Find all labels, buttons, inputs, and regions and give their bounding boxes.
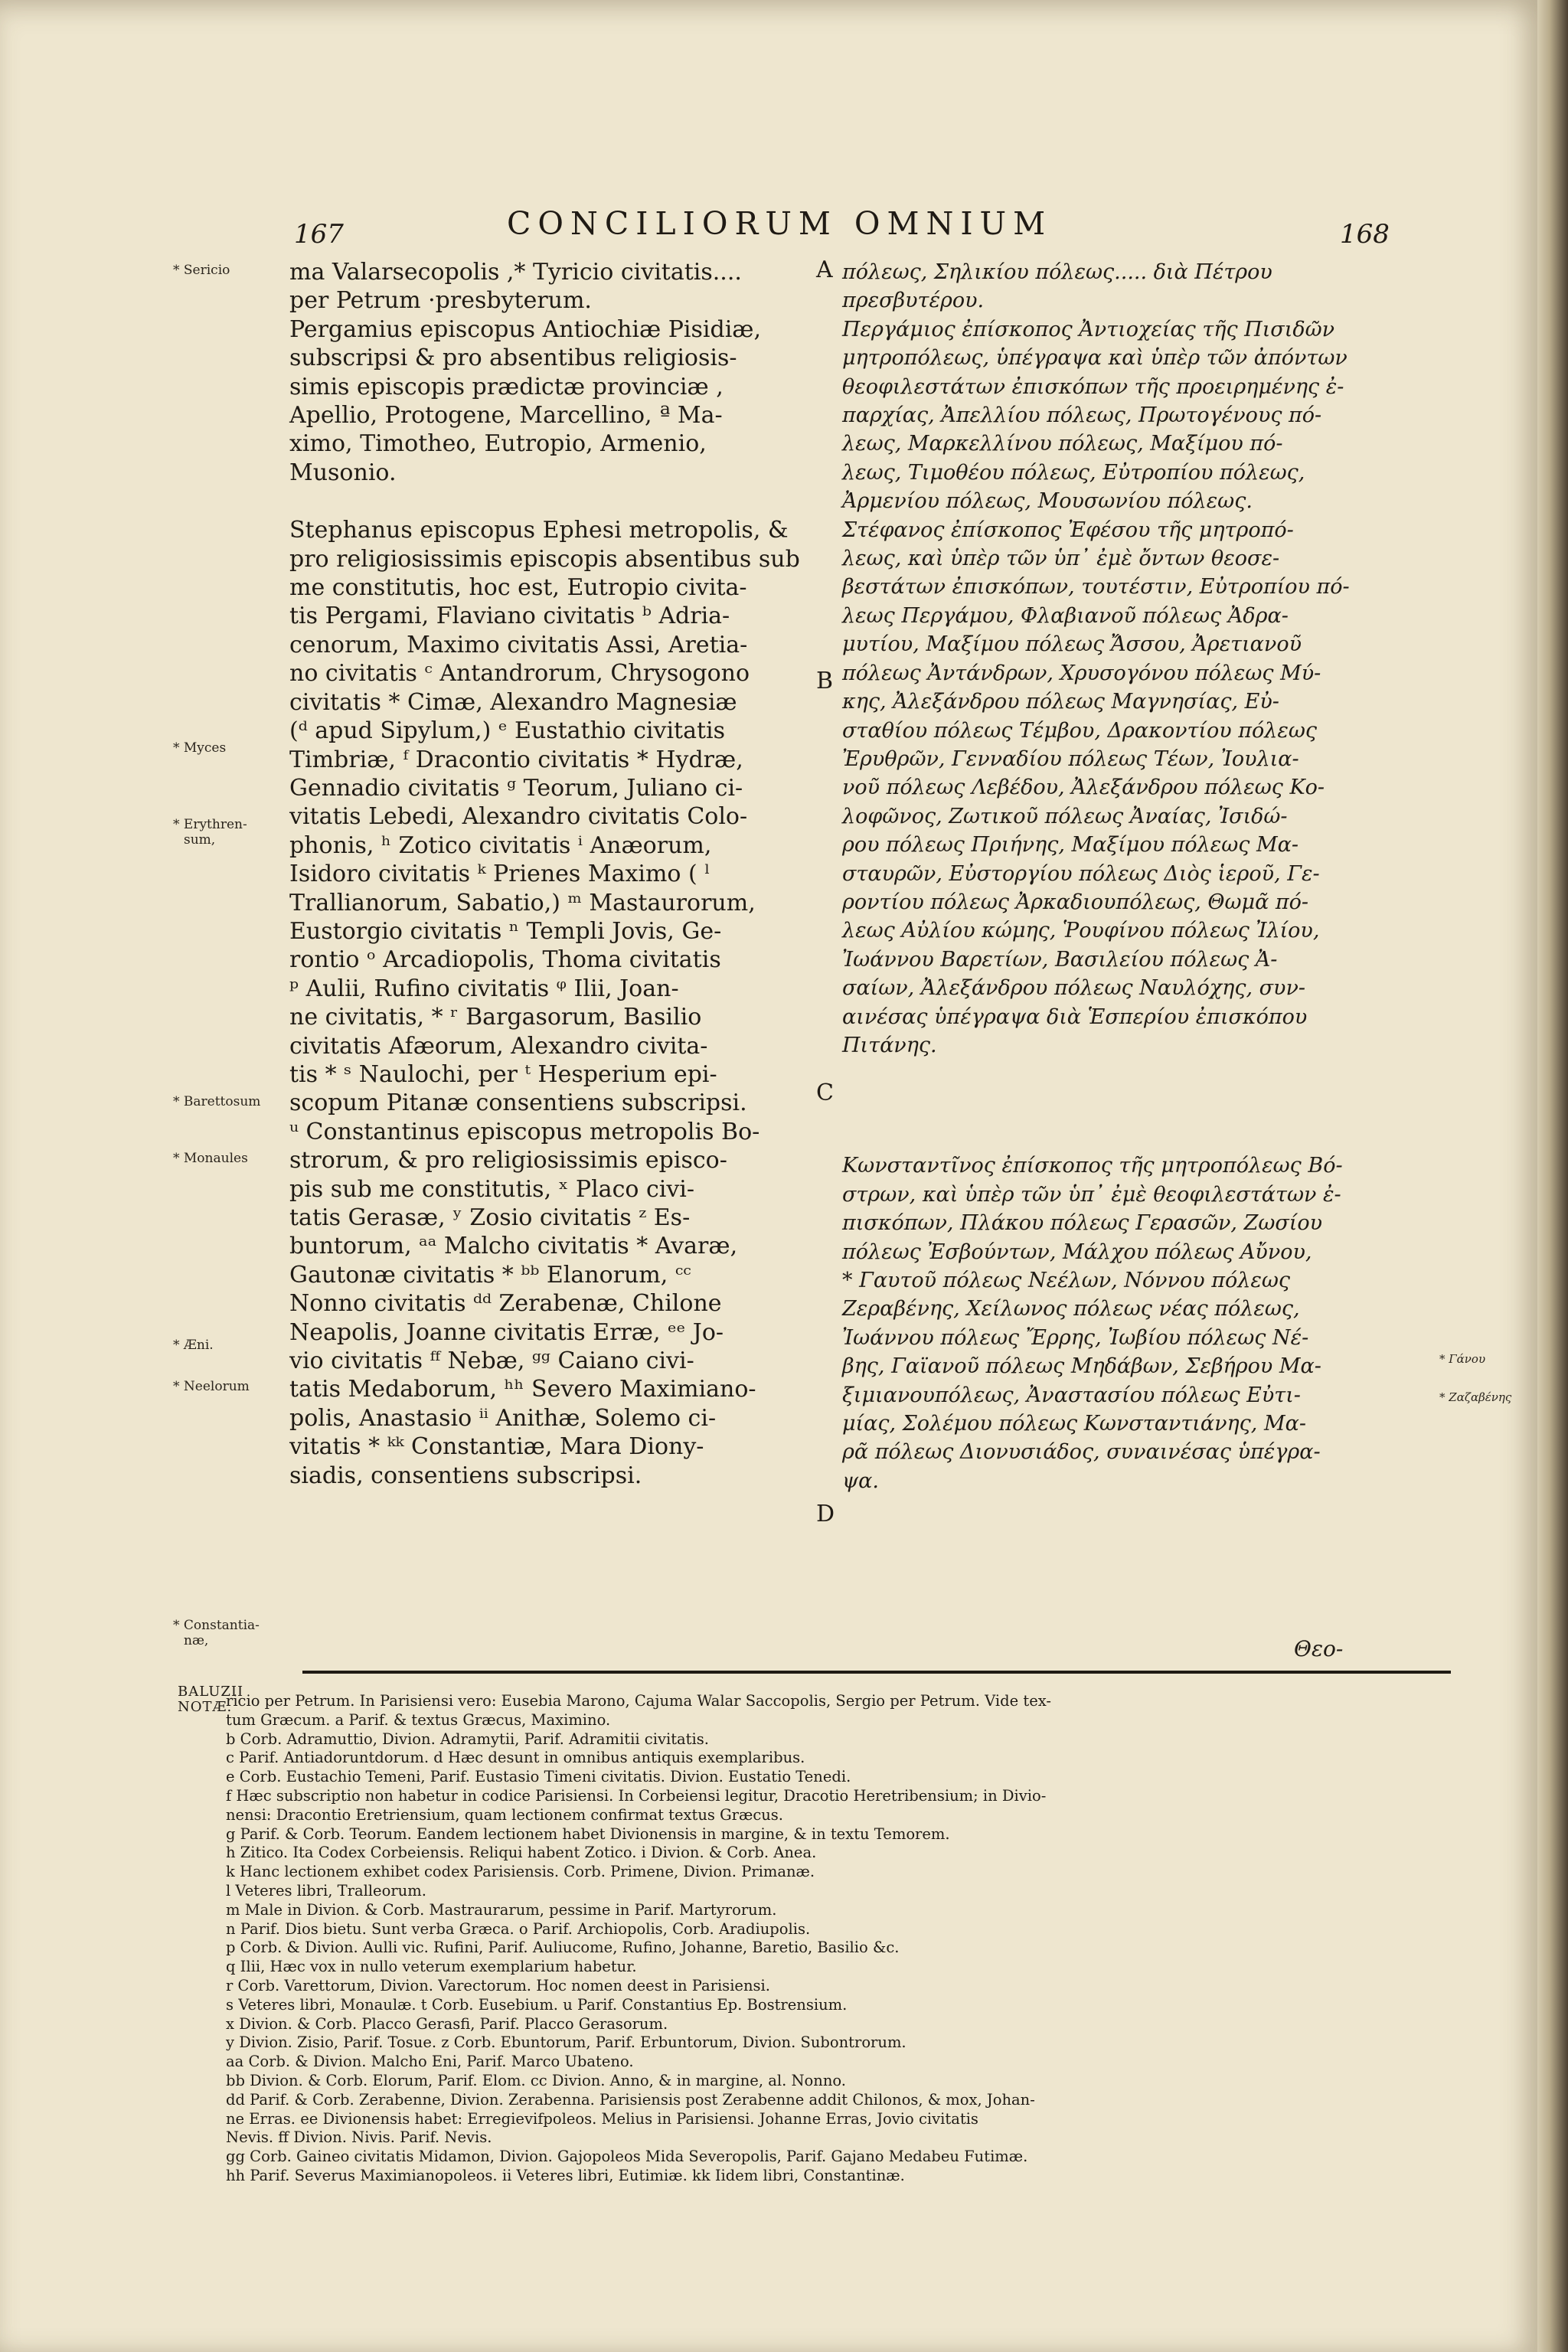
greek-line: σταυρῶν, Εὐστοργίου πόλεως Διὸς ἱεροῦ, Γε- [842, 861, 1320, 886]
greek-line: λοφῶνος, Ζωτικοῦ πόλεως Ἀναίας, Ἰσιδώ- [842, 804, 1288, 828]
greek-line: σαίων, Ἀλεξάνδρου πόλεως Ναυλόχης, συν- [842, 976, 1306, 1001]
greek-line: ξιμιανουπόλεως, Ἀναστασίου πόλεως Εὐτι- [842, 1383, 1301, 1407]
latin-line: ma Valarsecopolis ,* Tyricio civitatis.... [289, 259, 742, 286]
greek-line: Στέφανος ἐπίσκοπος Ἐφέσου τῆς μητροπό- [842, 518, 1294, 542]
section-letter-b: B [816, 668, 834, 694]
greek-line: Ἰωάννου πόλεως Ἔρρης, Ἰωβίου πόλεως Νέ- [842, 1325, 1309, 1350]
footnote-line: g Parif. & Corb. Teorum. Eandem lectionem habet Divionensis in margine, & in textu Temorem. [226, 1824, 950, 1843]
latin-line: civitatis Afæorum, Alexandro civita- [289, 1032, 708, 1060]
greek-column [842, 258, 1439, 1495]
latin-line: pro religiosissimis episcopis absentibus sub [289, 545, 800, 573]
latin-line: (ᵈ apud Sipylum,) ᵉ Eustathio civitatis [289, 717, 726, 745]
greek-line: πρεσβυτέρου. [842, 289, 985, 313]
latin-line: phonis, ʰ Zotico civitatis ⁱ Anæorum, [289, 831, 712, 859]
greek-line: ροντίου πόλεως Ἀρκαδιουπόλεως, Θωμᾶ πό- [842, 890, 1309, 914]
latin-line: Gautonæ civitatis * ᵇᵇ Elanorum, ᶜᶜ [289, 1261, 691, 1289]
greek-line: Ζεραβένης, Χείλωνος πόλεως νέας πόλεως, [842, 1297, 1300, 1321]
latin-line: rontio ᵒ Arcadiopolis, Thoma civitatis [289, 946, 721, 974]
latin-line: ᵘ Constantinus episcopus metropolis Bo- [289, 1118, 760, 1145]
footnote-line: x Divion. & Corb. Placco Gerasfi, Parif. Placco Gerasorum. [226, 2014, 668, 2033]
greek-line: βης, Γαϊανοῦ πόλεως Μηδάβων, Σεβήρου Μα- [842, 1354, 1321, 1379]
latin-line: ᵖ Aulii, Rufino civitatis ᵠ Ilii, Joan- [289, 975, 679, 1002]
greek-line: λεως Περγάμου, Φλαβιανοῦ πόλεως Ἀδρα- [842, 603, 1289, 628]
latin-line: ximo, Timotheo, Eutropio, Armenio, [289, 430, 707, 458]
footnote-line: aa Corb. & Divion. Malcho Eni, Parif. Marco Ubateno. [226, 2053, 634, 2071]
footnote-line: e Corb. Eustachio Temeni, Parif. Eustasio Timeni civitatis. Divion. Eustatio Tenedi. [226, 1768, 851, 1786]
paragraph-gap [289, 487, 841, 516]
footnote-line: f Hæc subscriptio non habetur in codice Parisiensi. In Corbeiensi legitur, Dracotio Heretribensium; in Divio- [226, 1786, 1047, 1805]
greek-line: λεως Αὐλίου κώμης, Ῥουφίνου πόλεως Ἰλίου, [842, 919, 1320, 943]
latin-line: subscripsi & pro absentibus religiosis- [289, 345, 737, 372]
latin-line: Trallianorum, Sabatio,) ᵐ Mastaurorum, [289, 889, 756, 916]
greek-line: * Γαυτοῦ πόλεως Νεέλων, Νόννου πόλεως [842, 1269, 1290, 1292]
margin-note: * Æni. [173, 1338, 214, 1353]
latin-line: Musonio. [289, 459, 397, 486]
latin-line: Timbriæ, ᶠ Dracontio civitatis * Hydræ, [289, 746, 743, 773]
footnote-line: r Corb. Varettorum, Divion. Varectorum. Hoc nomen deest in Parisiensi. [226, 1976, 770, 1994]
greek-line: μητροπόλεως, ὑπέγραψα καὶ ὑπὲρ τῶν ἀπόντων [842, 346, 1348, 371]
footnote-line: y Divion. Zisio, Parif. Tosue. z Corb. Ebuntorum, Parif. Erbuntorum, Divion. Subontrorum. [226, 2034, 906, 2052]
greek-line: Κωνσταντῖνος ἐπίσκοπος τῆς μητροπόλεως Βό- [842, 1154, 1343, 1178]
greek-line: πόλεως, Σηλικίου πόλεως..... διὰ Πέτρου [842, 260, 1272, 284]
margin-note: * Barettosum [173, 1094, 261, 1109]
latin-line: Pergamius episcopus Antiochiæ Pisidiæ, [289, 315, 762, 343]
latin-line: tis Pergami, Flaviano civitatis ᵇ Adria- [289, 603, 730, 630]
page-edge [1537, 0, 1568, 2352]
footnote-line: tum Græcum. a Parif. & textus Græcus, Maximino. [226, 1710, 611, 1729]
greek-line: λεως, Τιμοθέου πόλεως, Εὐτροπίου πόλεως, [842, 460, 1305, 485]
margin-note: * Sericio [173, 263, 230, 278]
greek-line: Ἐρυθρῶν, Γενναδίου πόλεως Τέων, Ἰουλια- [842, 746, 1299, 771]
margin-note: sum, [184, 832, 216, 848]
margin-note: næ, [184, 1633, 209, 1648]
greek-line: Περγάμιος ἐπίσκοπος Ἀντιοχείας τῆς Πισιδῶν [842, 317, 1335, 341]
footnote-line: dd Parif. & Corb. Zerabenne, Divion. Zerabenna. Parisiensis post Zerabenne addit Chilonos, & mox, Johan- [226, 2090, 1035, 2109]
margin-note: * Monaules [173, 1151, 248, 1166]
latin-column [289, 258, 841, 1490]
latin-line: me constitutis, hoc est, Eutropio civita- [289, 574, 747, 602]
greek-line: Πιτάνης. [842, 1033, 937, 1057]
footnote-line: hh Parif. Severus Maximianopoleos. ii Veteres libri, Eutimiæ. kk Iidem libri, Constantinæ. [226, 2166, 905, 2184]
running-head: CONCILIORUM OMNIUM [507, 205, 1053, 242]
latin-line: simis episcopis prædictæ provinciæ , [289, 373, 724, 400]
footnote-line: ne Erras. ee Divionensis habet: Erregievifpoleos. Melius in Parisiensi. Johanne Erras, Jovio civitatis [226, 2109, 978, 2128]
footnote-line: p Corb. & Divion. Aulli vic. Rufini, Parif. Auliucome, Rufino, Johanne, Baretio, Basilio &c. [226, 1939, 900, 1957]
latin-line: polis, Anastasio ⁱⁱ Anithæ, Solemo ci- [289, 1404, 717, 1432]
footnote-line: gg Corb. Gaineo civitatis Midamon, Divion. Gajopoleos Mida Severopolis, Parif. Gajano Medabeu Futimæ. [226, 2148, 1028, 2166]
greek-line: κης, Ἀλεξάνδρου πόλεως Μαγνησίας, Εὐ- [842, 690, 1279, 714]
greek-line: στρων, καὶ ὑπὲρ τῶν ὑπ᾽ ἐμὲ θεοφιλεστάτων ἐ- [842, 1182, 1341, 1207]
notes-label-line: NOTÆ. [178, 1699, 233, 1715]
footnote-line: q Ilii, Hæc vox in nullo veterum exemplarium habetur. [226, 1958, 637, 1976]
footnote-line: n Parif. Dios bietu. Sunt verba Græca. o Parif. Archiopolis, Corb. Aradiupolis. [226, 1919, 811, 1938]
greek-line: νοῦ πόλεως Λεβέδου, Ἀλεξάνδρου πόλεως Κο- [842, 776, 1325, 800]
margin-note: * Neelorum [173, 1379, 250, 1394]
page-number-left: 167 [294, 219, 344, 250]
margin-note: * Constantia- [173, 1618, 260, 1633]
latin-line: Gennadio civitatis ᵍ Teorum, Juliano ci- [289, 774, 743, 802]
footnote-line: c Parif. Antiadoruntdorum. d Hæc desunt in omnibus antiquis exemplaribus. [226, 1749, 805, 1767]
latin-line: Stephanus episcopus Ephesi metropolis, & [289, 517, 789, 544]
page-number-right: 168 [1340, 219, 1390, 250]
greek-line: θεοφιλεστάτων ἐπισκόπων τῆς προειρημένης ἐ- [842, 374, 1344, 399]
footnote-line: bb Divion. & Corb. Elorum, Parif. Elom. cc Divion. Anno, & in margine, al. Nonno. [226, 2071, 847, 2089]
greek-line: λεως, καὶ ὑπὲρ τῶν ὑπ᾽ ἐμὲ ὄντων θεοσε- [842, 547, 1280, 571]
paragraph-gap [842, 1060, 1439, 1152]
latin-line: tis * ˢ Naulochi, per ᵗ Hesperium epi- [289, 1060, 717, 1088]
latin-line: buntorum, ᵃᵃ Malcho civitatis * Avaræ, [289, 1233, 738, 1260]
greek-line: πόλεως Ἐσβούντων, Μάλχου πόλεως Αὔνου, [842, 1240, 1312, 1264]
latin-line: vitatis * ᵏᵏ Constantiæ, Mara Diony- [289, 1433, 704, 1461]
notes-label-line: BALUZII [178, 1684, 244, 1700]
catchword: Θεο- [1294, 1636, 1344, 1661]
footnote-line: l Veteres libri, Tralleorum. [226, 1881, 426, 1900]
latin-line: pis sub me constitutis, ˣ Placo civi- [289, 1175, 695, 1203]
latin-line: Neapolis, Joanne civitatis Erræ, ᵉᵉ Jo- [289, 1318, 724, 1346]
greek-line: αινέσας ὑπέγραψα διὰ Ἑσπερίου ἐπισκόπου [842, 1004, 1308, 1029]
greek-line: ρᾶ πόλεως Διονυσιάδος, συναινέσας ὑπέγρα- [842, 1440, 1321, 1465]
footnote-line: Nevis. ff Divion. Nivis. Parif. Nevis. [226, 2128, 492, 2147]
footnote-line: b Corb. Adramuttio, Divion. Adramytii, Parif. Adramitii civitatis. [226, 1730, 709, 1748]
margin-note: * Myces [173, 740, 227, 756]
latin-line: vitatis Lebedi, Alexandro civitatis Colo- [289, 803, 748, 831]
footnote-line: k Hanc lectionem exhibet codex Parisiensis. Corb. Primene, Divion. Primanæ. [226, 1863, 815, 1881]
section-letter-d: D [816, 1501, 835, 1527]
latin-line: vio civitatis ᶠᶠ Nebæ, ᵍᵍ Caiano civi- [289, 1348, 694, 1375]
footnote-line: ricio per Petrum. In Parisiensi vero: Eusebia Marono, Cajuma Walar Saccopolis, Sergio per Petrum. Vide tex- [226, 1692, 1051, 1710]
latin-line: Eustorgio civitatis ⁿ Templi Jovis, Ge- [289, 917, 722, 945]
latin-line: cenorum, Maximo civitatis Assi, Aretia- [289, 631, 748, 658]
latin-line: per Petrum ·presbyterum. [289, 287, 592, 315]
greek-line: Ἀρμενίου πόλεως, Μουσωνίου πόλεως. [842, 489, 1253, 514]
footnote-line: nensi: Dracontio Eretriensium, quam lectionem confirmat textus Græcus. [226, 1805, 784, 1824]
greek-line: βεστάτων ἐπισκόπων, τουτέστιν, Εὐτροπίου πό- [842, 575, 1350, 599]
latin-line: Apellio, Protogene, Marcellino, ª Ma- [289, 402, 723, 430]
margin-note: * Erythren- [173, 817, 247, 832]
footnote-line: h Zitico. Ita Codex Corbeiensis. Reliqui habent Zotico. i Divion. & Corb. Anea. [226, 1844, 817, 1862]
latin-line: scopum Pitanæ consentiens subscripsi. [289, 1089, 747, 1117]
greek-line: παρχίας, Ἀπελλίου πόλεως, Πρωτογένους πό- [842, 403, 1322, 428]
greek-line: Ἰωάννου Βαρετίων, Βασιλείου πόλεως Ἀ- [842, 947, 1278, 972]
greek-line: σταθίου πόλεως Τέμβου, Δρακοντίου πόλεως [842, 718, 1317, 743]
latin-line: ne civitatis, * ʳ Bargasorum, Basilio [289, 1004, 702, 1031]
footnote-line: s Veteres libri, Monaulæ. t Corb. Eusebium. u Parif. Constantius Ep. Bostrensium. [226, 1995, 848, 2014]
greek-line: πόλεως Ἀντάνδρων, Χρυσογόνου πόλεως Μύ- [842, 661, 1321, 685]
greek-line: ψα. [842, 1468, 879, 1493]
greek-line: πισκόπων, Πλάκου πόλεως Γερασῶν, Ζωσίου [842, 1211, 1323, 1236]
footnote-rule [302, 1671, 1451, 1674]
margin-note-right: * Γάνου [1439, 1352, 1486, 1366]
greek-line: ρου πόλεως Πριήνης, Μαξίμου πόλεως Μα- [842, 833, 1298, 858]
greek-line: μυτίου, Μαξίμου πόλεως Ἄσσου, Ἀρετιανοῦ [842, 632, 1302, 657]
latin-line: Nonno civitatis ᵈᵈ Zerabenæ, Chilone [289, 1290, 722, 1318]
footnote-line: m Male in Divion. & Corb. Mastraurarum, pessime in Parif. Martyrorum. [226, 1900, 777, 1919]
latin-line: siadis, consentiens subscripsi. [289, 1462, 642, 1489]
latin-line: civitatis * Cimæ, Alexandro Magnesiæ [289, 688, 737, 716]
section-letter-c: C [816, 1080, 834, 1106]
latin-line: strorum, & pro religiosissimis episco- [289, 1147, 727, 1174]
greek-line: μίας, Σολέμου πόλεως Κωνσταντιάνης, Μα- [842, 1412, 1306, 1436]
margin-note-right: * Ζαζαβένης [1439, 1390, 1512, 1404]
section-letter-a: A [816, 256, 833, 283]
latin-line: tatis Gerasæ, ʸ Zosio civitatis ᶻ Es- [289, 1204, 691, 1231]
latin-line: no civitatis ᶜ Antandrorum, Chrysogono [289, 660, 750, 688]
latin-line: tatis Medaborum, ʰʰ Severo Maximiano- [289, 1376, 756, 1403]
greek-line: λεως, Μαρκελλίνου πόλεως, Μαξίμου πό- [842, 432, 1283, 456]
footnotes [180, 1692, 1374, 2186]
latin-line: Isidoro civitatis ᵏ Prienes Maximo ( ˡ [289, 861, 710, 888]
